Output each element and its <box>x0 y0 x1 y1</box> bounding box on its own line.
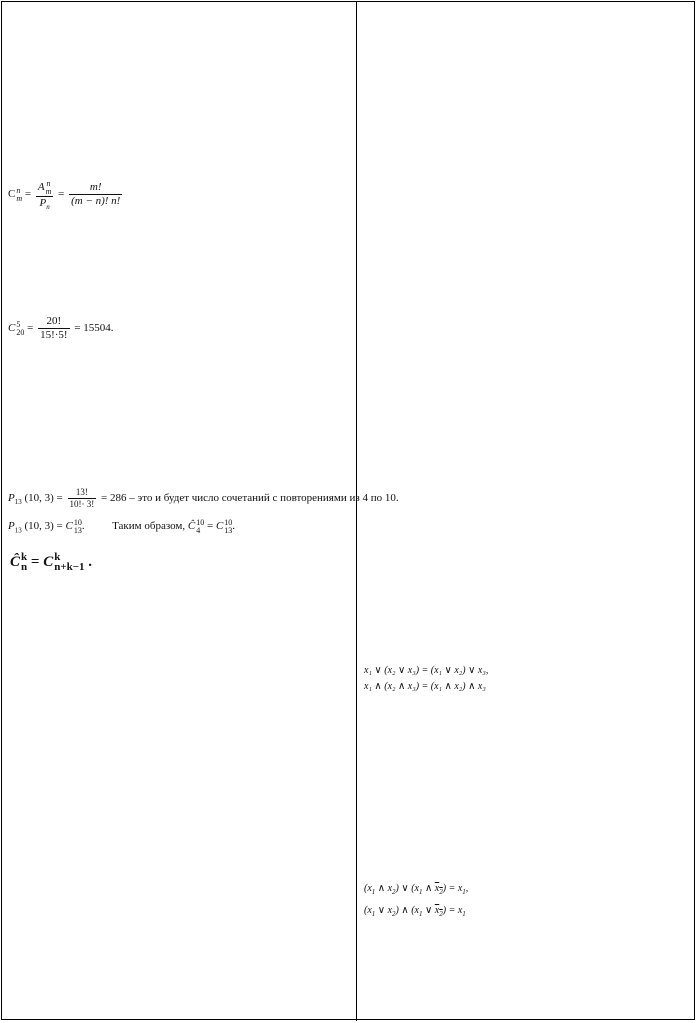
column-divider <box>356 1 357 1021</box>
associative-or: x₁ ∨ (x₂ ∨ x₃) = (x₁ ∨ x₂) ∨ x₃, <box>364 665 489 676</box>
example-c-20-5: C 5 20 = $\frac{20!}{15!\cdot 5!}$ = 15504. <box>8 315 114 341</box>
gluing-law-2: ($x_1$ ∨ $x_2$) ∧ ($x_1$ ∨ $x_2) = x_1$ <box>364 905 466 918</box>
repetition-line-2: $P_{13}$ (10, 3) = C 10 13 . Таким образом, Ĉ 10 4 = C 10 13 . <box>8 518 236 535</box>
combinations-formula: C n m = A n m $P_n$ = $\frac{m!}{(m - n)! n!}$ <box>8 179 121 212</box>
page-frame <box>1 1 695 1020</box>
general-formula: Ĉ k n = C k n+k−1 . <box>10 551 92 574</box>
repetition-line-1: $P_{13}$ (10, 3) = $\frac{13!}{10!\cdot 3!}$ = 286 – это и будет число сочетаний с повторениями из 4 по 10. <box>8 487 399 509</box>
associative-and: x₁ ∧ (x₂ ∧ x₃) = (x₁ ∧ x₂) ∧ x₃ <box>364 681 486 692</box>
gluing-law-1: ($x_1$ ∧ $x_2$) ∨ ($x_1$ ∧ $x_2) = x_1$, <box>364 883 469 896</box>
